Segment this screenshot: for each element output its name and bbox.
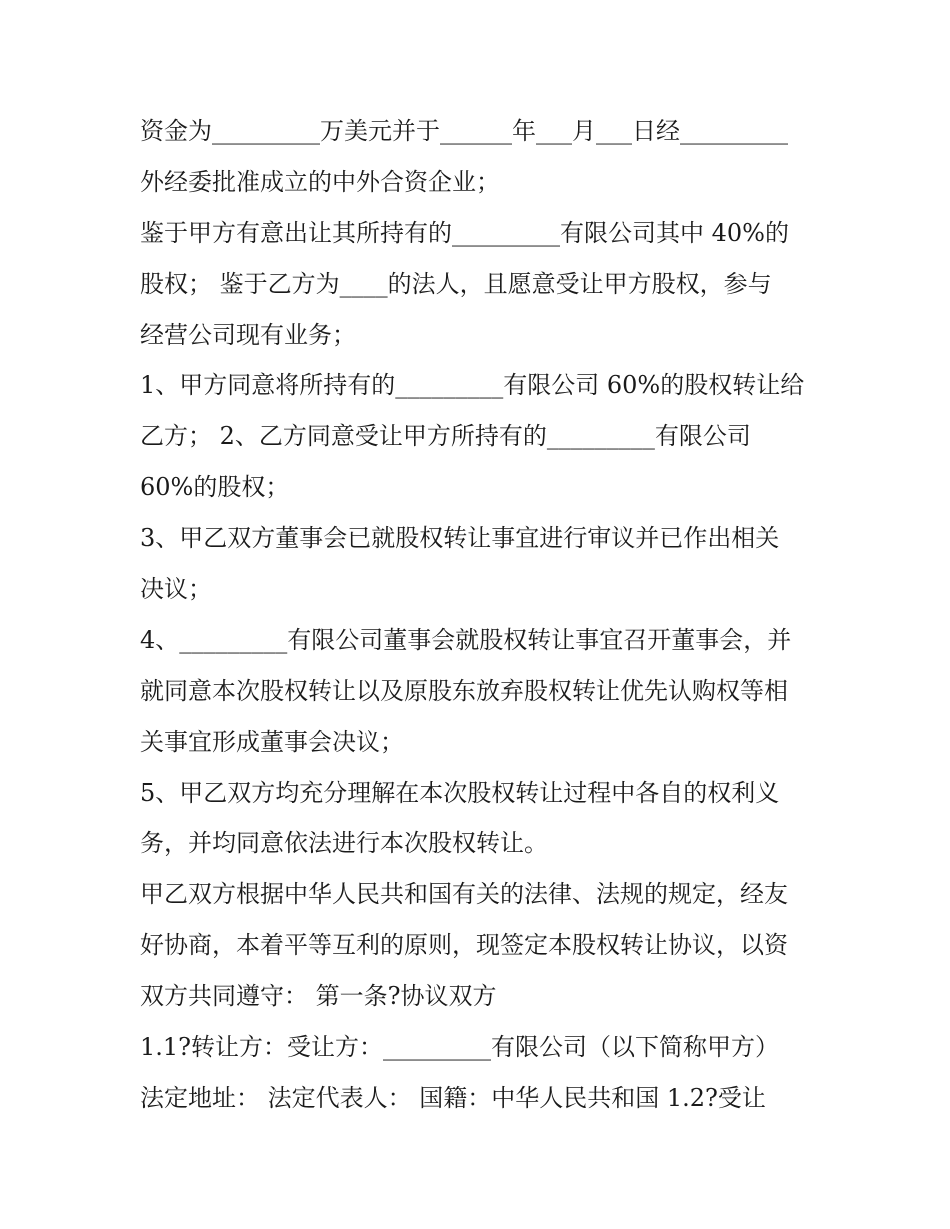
text-line-8: 60%的股权； [140,473,290,502]
text-line-12: 就同意本次股权转让以及原股东放弃股权转让优先认购权等相 [140,676,788,705]
text-line-19: 1.1?转让方：受让方：_________有限公司（以下简称甲方） [140,1033,780,1062]
text-line-6: 1、甲方同意将所持有的_________有限公司 60%的股权转让给 [140,371,805,400]
text-line-13: 关事宜形成董事会决议； [140,727,404,756]
text-line-10: 决议； [140,575,212,604]
text-line-1: 资金为_________万美元并于______年___月___日经_________ [140,117,788,145]
text-line-5: 经营公司现有业务； [140,320,356,349]
text-line-17: 好协商，本着平等互利的原则，现签定本股权转让协议，以资 [140,931,788,960]
text-line-14: 5、甲乙双方均充分理解在本次股权转让过程中各自的权利义 [140,778,780,807]
text-line-11: 4、_________有限公司董事会就股权转让事宜召开董事会，并 [140,625,792,654]
text-line-3: 鉴于甲方有意出让其所持有的_________有限公司其中 40%的 [140,218,789,247]
text-line-7: 乙方； 2、乙方同意受让甲方所持有的_________有限公司 [140,422,751,451]
text-line-9: 3、甲乙双方董事会已就股权转让事宜进行审议并已作出相关 [140,524,780,553]
text-line-2: 外经委批准成立的中外合资企业； [140,167,500,196]
text-line-20: 法定地址： 法定代表人： 国籍：中华人民共和国 1.2?受让 [140,1083,766,1112]
text-line-15: 务，并均同意依法进行本次股权转让。 [140,829,548,858]
document-body [140,106,820,1124]
text-line-18: 双方共同遵守： 第一条?协议双方 [140,982,497,1011]
text-line-4: 股权； 鉴于乙方为____的法人，且愿意受让甲方股权，参与 [140,269,772,298]
text-line-16: 甲乙双方根据中华人民共和国有关的法律、法规的规定，经友 [140,880,788,909]
